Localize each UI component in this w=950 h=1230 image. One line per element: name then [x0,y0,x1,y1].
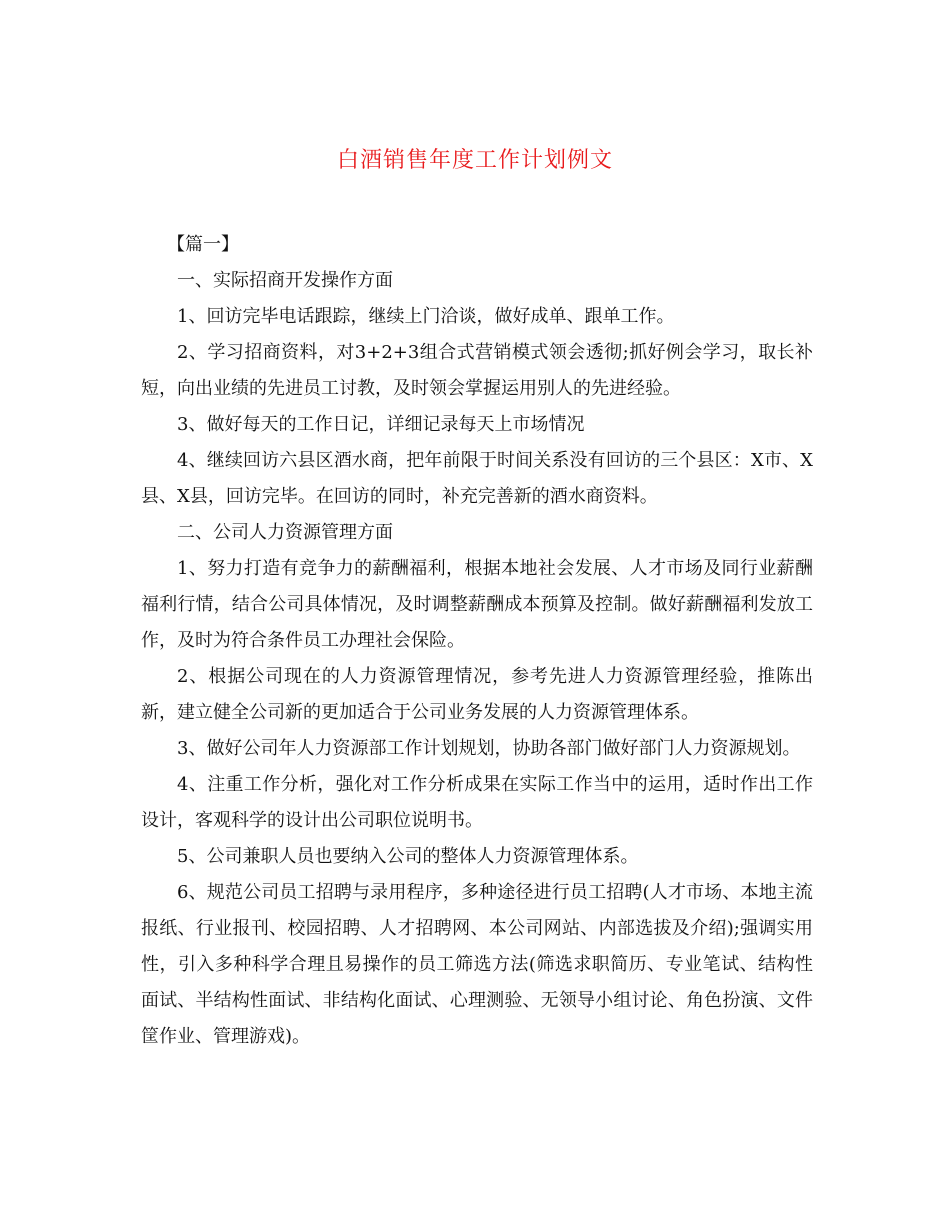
paragraph-2-3: 3、做好公司年人力资源部工作计划规划，协助各部门做好部门人力资源规划。 [177,738,801,759]
document-title: 白酒销售年度工作计划例文 [336,148,613,173]
document-body [141,227,813,1055]
paragraph-1-2: 2、学习招商资料，对3+2+3组合式营销模式领会透彻;抓好例会学习，取长补短，向出业绩的先进员工讨教，及时领会掌握运用别人的先进经验。 [141,342,813,399]
paragraph-1-1: 1、回访完毕电话跟踪，继续上门洽谈，做好成单、跟单工作。 [177,306,675,327]
paragraph-1-3: 3、做好每天的工作日记，详细记录每天上市场情况 [177,414,585,435]
paragraph-2-1: 1、努力打造有竞争力的薪酬福利，根据本地社会发展、人才市场及同行业薪酬福利行情，结合公司具体情况，及时调整薪酬成本预算及控制。做好薪酬福利发放工作，及时为符合条件员工办理社会保险。 [141,558,813,651]
section-heading-2: 二、公司人力资源管理方面 [177,522,393,543]
section-label: 【篇一】 [167,234,239,255]
section-heading-1: 一、实际招商开发操作方面 [177,270,393,291]
paragraph-1-4: 4、继续回访六县区酒水商，把年前限于时间关系没有回访的三个县区：X市、X县、X县，回访完毕。在回访的同时，补充完善新的酒水商资料。 [141,450,813,507]
paragraph-2-2: 2、根据公司现在的人力资源管理情况，参考先进人力资源管理经验，推陈出新，建立健全公司新的更加适合于公司业务发展的人力资源管理体系。 [141,666,813,723]
paragraph-2-6: 6、规范公司员工招聘与录用程序，多种途径进行员工招聘(人才市场、本地主流报纸、行业报刊、校园招聘、人才招聘网、本公司网站、内部选拔及介绍);强调实用性，引入多种科学合理且易操作的员工筛选方法(筛选求职简历、专业笔试、结构性面试、半结构性面试、非结构化面试、心理测验、无领导小组讨论、角色扮演、文件筐作业、管理游戏)。 [141,882,813,1047]
paragraph-2-4: 4、注重工作分析，强化对工作分析成果在实际工作当中的运用，适时作出工作设计，客观科学的设计出公司职位说明书。 [141,774,813,831]
paragraph-2-5: 5、公司兼职人员也要纳入公司的整体人力资源管理体系。 [177,846,639,867]
